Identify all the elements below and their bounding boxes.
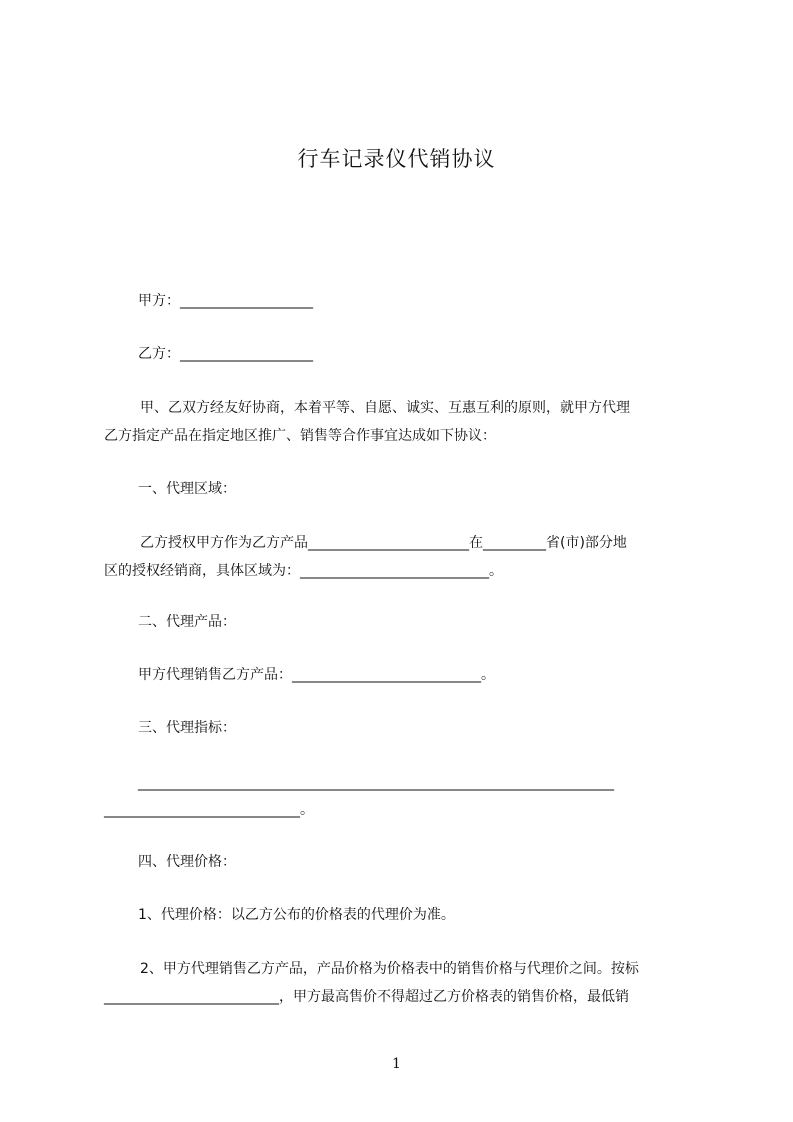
region-paragraph-line-1: 乙方授权甲方作为乙方产品_______________________在_________省(市)部分地 [140,535,627,551]
section-heading-price: 四、代理价格： [138,854,236,870]
page-number: 1 [392,1056,401,1072]
product-paragraph: 甲方代理销售乙方产品：___________________________。 [138,667,495,683]
document-title: 行车记录仪代销协议 [297,147,496,171]
region-paragraph-line-2: 区的授权经销商，具体区域为：___________________________。 [104,563,503,579]
section-heading-region: 一、代理区域： [138,481,236,497]
party-b-line: 乙方：___________________ [138,346,313,362]
party-a-line: 甲方：___________________ [138,293,313,309]
target-blank-line-2: ____________________________。 [104,802,314,818]
price-clause-2-line-2: _________________________，甲方最高售价不得超过乙方价格表的销售价格，最低销 [104,989,629,1005]
target-blank-line-1: ____________________________________________________________________ [138,775,614,791]
intro-paragraph-line-2: 乙方指定产品在指定地区推广、销售等合作事宜达成如下协议： [104,428,496,444]
section-heading-product: 二、代理产品： [138,614,236,630]
price-clause-1: 1、代理价格：以乙方公布的价格表的代理价为准。 [138,907,455,923]
price-clause-2-line-1: 2、甲方代理销售乙方产品，产品价格为价格表中的销售价格与代理价之间。按标 [140,961,639,977]
section-heading-target: 三、代理指标： [138,720,236,736]
intro-paragraph-line-1: 甲、乙双方经友好协商，本着平等、自愿、诚实、互惠互利的原则，就甲方代理 [140,400,630,416]
